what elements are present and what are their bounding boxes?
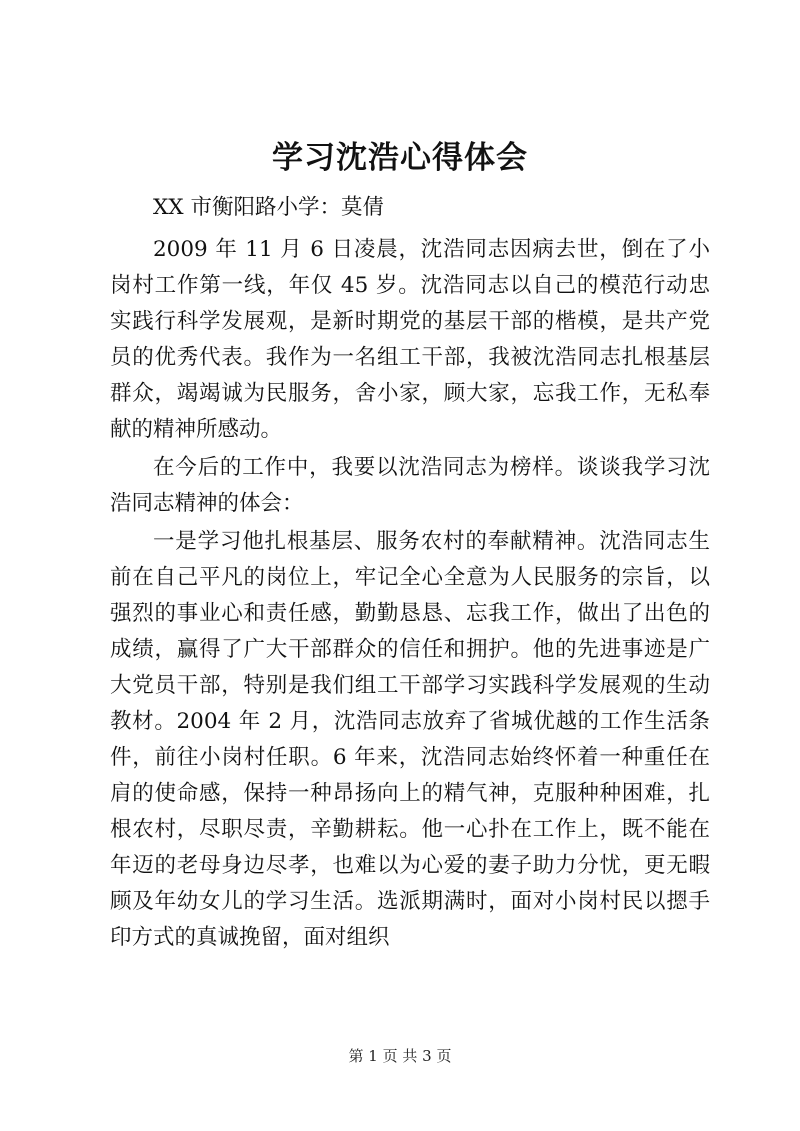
paragraph-1: 2009 年 11 月 6 日凌晨，沈浩同志因病去世，倒在了小岗村工作第一线，年仅 45 岁。沈浩同志以自己的模范行动忠实践行科学发展观，是新时期党的基层干部的楷模，是共产党员的优秀代表。我作为一名组工干部，我被沈浩同志扎根基层群众，竭竭诚为民服务，舍小家，顾大家，忘我工作，无私奉献的精神所感动。	[110, 237, 710, 442]
document-body	[110, 190, 710, 958]
paragraph-2: 在今后的工作中，我要以沈浩同志为榜样。谈谈我学习沈浩同志精神的体会：	[110, 455, 710, 516]
document-title: 学习沈浩心得体会	[272, 140, 528, 176]
paragraph-3: 一是学习他扎根基层、服务农村的奉献精神。沈浩同志生前在自己平凡的岗位上，牢记全心全意为人民服务的宗旨，以强烈的事业心和责任感，勤勤恳恳、忘我工作，做出了出色的成绩，赢得了广大干部群众的信任和拥护。他的先进事迹是广大党员干部，特别是我们组工干部学习实践科学发展观的生动教材。2004 年 2 月，沈浩同志放弃了省城优越的工作生活条件，前往小岗村任职。6 年来，沈浩同志始终怀着一种重任在肩的使命感，保持一种昂扬向上的精气神，克服种种困难，扎根农村，尽职尽责，辛勤耕耘。他一心扑在工作上，既不能在年迈的老母身边尽孝，也难以为心爱的妻子助力分忧，更无暇顾及年幼女儿的学习生活。选派期满时，面对小岗村民以摁手印方式的真诚挽留，面对组织	[110, 529, 710, 950]
author-line: XX 市衡阳路小学：莫倩	[153, 195, 384, 220]
page-footer: 第 1 页 共 3 页	[348, 1047, 452, 1065]
